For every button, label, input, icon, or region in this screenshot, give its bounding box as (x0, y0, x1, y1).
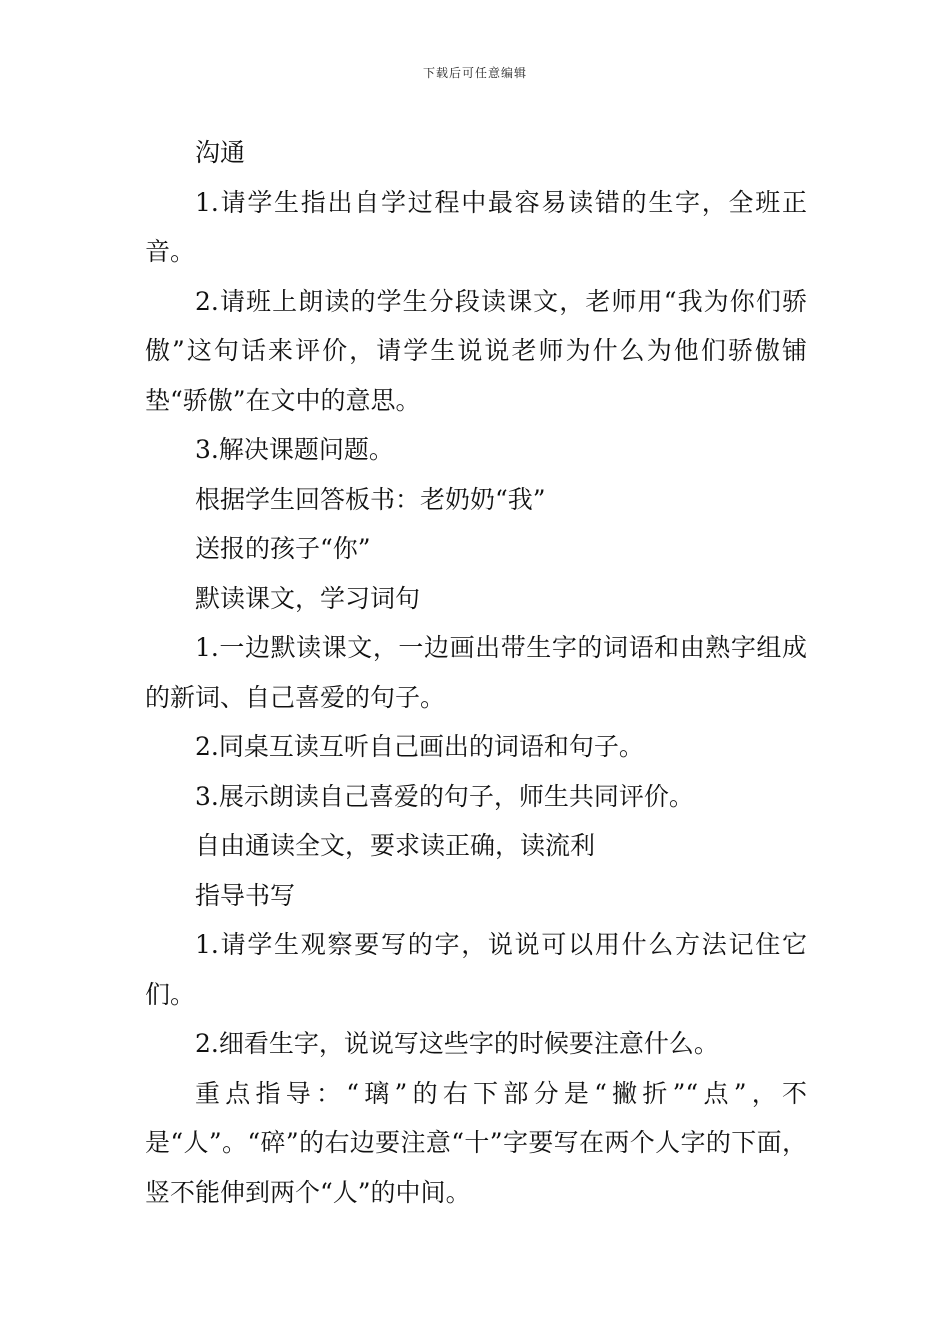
page-header: 下载后可任意编辑 (422, 66, 527, 80)
paragraph-heading-communication: 沟通 (195, 138, 246, 167)
paragraph-heading-free-reading: 自由通读全文，要求读正确，读流利 (195, 831, 596, 860)
paragraph-item: 3.解决课题问题。 (195, 435, 394, 464)
paragraph-item: 3.展示朗读自己喜爱的句子，师生共同评价。 (195, 781, 694, 811)
paragraph-item: 1.请学生观察要写的字，说说可以用什么方法记住它们。 (145, 930, 807, 1009)
paragraph-item: 2.同桌互读互听自己画出的词语和句子。 (195, 732, 644, 761)
paragraph-item: 2.细看生字，说说写这些字的时候要注意什么。 (195, 1029, 719, 1058)
paragraph-heading-writing-guidance: 指导书写 (195, 880, 296, 910)
paragraph-heading-silent-reading: 默读课文，学习词句 (195, 583, 421, 613)
paragraph-item: 1.请学生指出自学过程中最容易读错的生字，全班正音。 (145, 187, 807, 266)
paragraph-item: 1.一边默读课文，一边画出带生字的词语和由熟字组成的新词、自己喜爱的句子。 (145, 633, 807, 712)
paragraph-key-guidance: 重点指导：“璃”的右下部分是“撇折”“点”，不是“人”。“碎”的右边要注意“十”字要写在两个人字的下面，竖不能伸到两个“人”的中间。 (145, 1078, 807, 1207)
document-body (145, 128, 807, 1217)
paragraph-blackboard: 送报的孩子“你” (195, 534, 371, 563)
paragraph-item: 2.请班上朗读的学生分段读课文，老师用“我为你们骄傲”这句话来评价，请学生说说老师为什么为他们骄傲铺垫“骄傲”在文中的意思。 (145, 286, 807, 415)
paragraph-blackboard: 根据学生回答板书：老奶奶“我” (195, 484, 546, 514)
